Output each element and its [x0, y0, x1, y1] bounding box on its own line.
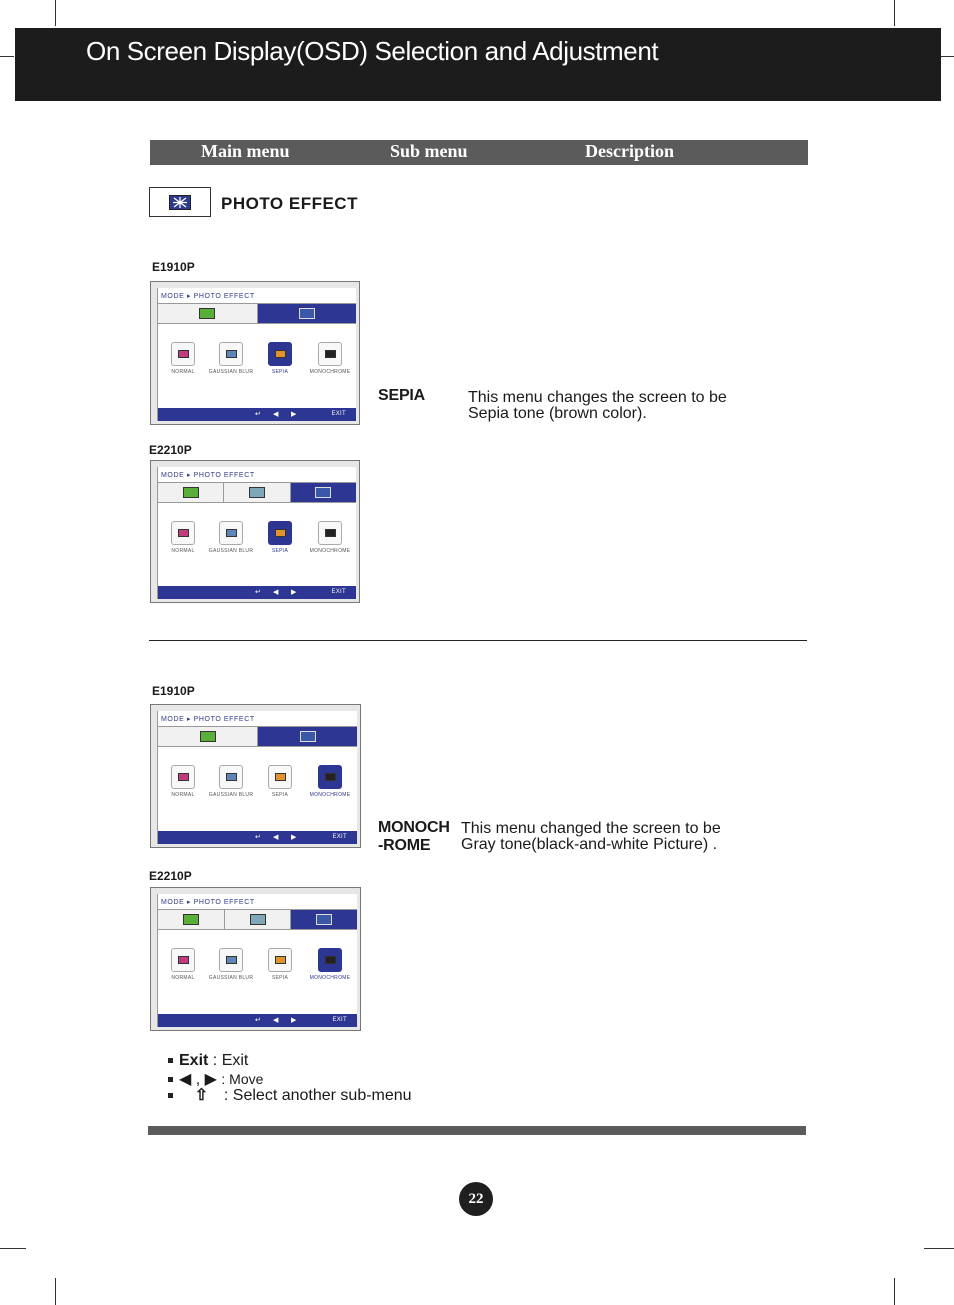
- picture-icon: [183, 914, 199, 925]
- osd-exit-label: EXIT: [331, 589, 346, 595]
- osd-tab: [225, 910, 292, 929]
- option-swatch-icon: [325, 529, 336, 537]
- column-main-menu: Main menu: [201, 141, 290, 161]
- option-label: NORMAL: [171, 792, 195, 798]
- osd-screenshot: [150, 281, 360, 425]
- option-swatch-icon: [275, 956, 286, 964]
- osd-tab: [291, 483, 356, 502]
- crop-mark: [924, 1248, 954, 1249]
- bullet-icon: [168, 1093, 173, 1098]
- main-menu-label: PHOTO EFFECT: [221, 194, 358, 213]
- model-label: E2210P: [149, 869, 192, 883]
- enter-icon: ⇧: [194, 1087, 209, 1104]
- photo-effect-icon: [169, 195, 191, 210]
- osd-footer: [158, 831, 357, 844]
- osd-breadcrumb: MODE ▸ PHOTO EFFECT: [161, 716, 255, 723]
- osd-breadcrumb: MODE ▸ PHOTO EFFECT: [161, 293, 255, 300]
- crop-mark: [55, 1278, 56, 1305]
- option-label: MONOCHROME: [309, 975, 351, 981]
- option-icon: [219, 948, 243, 972]
- option-icon: [318, 765, 342, 789]
- bottom-bar: [148, 1126, 806, 1135]
- osd-tab: [158, 727, 258, 746]
- enter-icon: ↵: [255, 411, 261, 418]
- option-label: MONOCHROME: [309, 369, 351, 375]
- main-menu-icon-box: [149, 187, 211, 217]
- option-icon: [268, 521, 292, 545]
- model-label: E1910P: [152, 684, 195, 698]
- osd-breadcrumb: MODE ▸ PHOTO EFFECT: [161, 899, 255, 906]
- option-icon: [171, 342, 195, 366]
- submenu-label: MONOCH -ROME: [378, 819, 450, 854]
- option-label: NORMAL: [171, 548, 195, 554]
- osd-option: [310, 765, 350, 798]
- option-icon: [171, 948, 195, 972]
- option-swatch-icon: [178, 350, 189, 358]
- osd-exit-label: EXIT: [332, 834, 347, 840]
- legend-exit: Exit : Exit: [168, 1052, 248, 1070]
- arrow-left-icon: ◀: [273, 589, 279, 596]
- option-icon: [219, 765, 243, 789]
- osd-tab: [158, 483, 224, 502]
- osd-footer: [158, 586, 356, 599]
- option-label: SEPIA: [271, 792, 289, 798]
- option-label: SEPIA: [271, 975, 289, 981]
- enter-icon: ↵: [255, 834, 261, 841]
- option-swatch-icon: [226, 773, 237, 781]
- option-icon: [219, 521, 243, 545]
- osd-footer: [158, 408, 356, 421]
- osd-option: [310, 521, 350, 554]
- legend-move: ◀ , ▶ : Move: [168, 1070, 263, 1089]
- submenu-label: SEPIA: [378, 387, 426, 404]
- osd-panel: [157, 467, 356, 599]
- arrow-left-icon: ◀: [273, 411, 279, 418]
- option-swatch-icon: [178, 773, 189, 781]
- page-title: On Screen Display(OSD) Selection and Adjustment: [86, 36, 659, 66]
- photo-effect-icon: [300, 731, 316, 742]
- option-icon: [268, 342, 292, 366]
- osd-tab: [258, 304, 357, 323]
- enter-icon: ↵: [255, 1017, 261, 1024]
- option-icon: [268, 765, 292, 789]
- osd-option: [310, 342, 350, 375]
- osd-option: [310, 948, 350, 981]
- option-label: GAUSSIAN BLUR: [208, 548, 254, 554]
- osd-tabs: [158, 482, 356, 503]
- arrow-left-icon: ◀: [273, 834, 279, 841]
- picture-icon: [200, 731, 216, 742]
- option-label: MONOCHROME: [309, 548, 351, 554]
- model-label: E2210P: [149, 443, 192, 457]
- crop-mark: [0, 1248, 26, 1249]
- option-swatch-icon: [275, 529, 286, 537]
- photo-effect-icon: [316, 914, 332, 925]
- osd-tab: [291, 910, 357, 929]
- osd-breadcrumb: MODE ▸ PHOTO EFFECT: [161, 472, 255, 479]
- osd-panel: [157, 894, 357, 1027]
- osd-tabs: [158, 303, 356, 324]
- osd-tabs: [158, 726, 357, 747]
- option-label: SEPIA: [271, 369, 289, 375]
- section-divider: [149, 640, 807, 641]
- option-icon: [171, 765, 195, 789]
- option-swatch-icon: [275, 350, 286, 358]
- option-swatch-icon: [226, 956, 237, 964]
- osd-tabs: [158, 909, 357, 930]
- option-icon: [318, 342, 342, 366]
- model-label: E1910P: [152, 260, 195, 274]
- osd-screenshot: [150, 460, 360, 603]
- description-text: This menu changed the screen to be Gray tone(black-and-white Picture) .: [461, 820, 721, 853]
- arrow-right-icon: ▶: [291, 589, 297, 596]
- bullet-icon: [168, 1077, 173, 1082]
- option-swatch-icon: [275, 773, 286, 781]
- option-label: GAUSSIAN BLUR: [208, 369, 254, 375]
- picture-icon: [199, 308, 215, 319]
- option-label: GAUSSIAN BLUR: [208, 792, 254, 798]
- osd-tab: [158, 304, 258, 323]
- film-icon: [250, 914, 266, 925]
- osd-screenshot: [150, 887, 361, 1031]
- option-swatch-icon: [325, 956, 336, 964]
- crop-mark: [894, 1278, 895, 1305]
- enter-icon: ↵: [255, 589, 261, 596]
- osd-tab: [224, 483, 290, 502]
- option-icon: [318, 948, 342, 972]
- film-icon: [249, 487, 265, 498]
- picture-icon: [183, 487, 199, 498]
- option-icon: [268, 948, 292, 972]
- column-header: [150, 140, 808, 165]
- option-swatch-icon: [178, 529, 189, 537]
- photo-effect-icon: [315, 487, 331, 498]
- osd-exit-label: EXIT: [332, 1017, 347, 1023]
- option-icon: [219, 342, 243, 366]
- legend-select: ⇧ : Select another sub-menu: [168, 1087, 412, 1105]
- description-text: This menu changes the screen to be Sepia tone (brown color).: [468, 389, 727, 422]
- crop-mark: [940, 56, 954, 57]
- osd-panel: [157, 288, 356, 421]
- osd-tab: [158, 910, 225, 929]
- option-swatch-icon: [226, 350, 237, 358]
- option-label: NORMAL: [171, 975, 195, 981]
- osd-tab: [258, 727, 357, 746]
- arrow-left-icon: ◀: [273, 1017, 279, 1024]
- bullet-icon: [168, 1058, 173, 1063]
- osd-footer: [158, 1014, 357, 1027]
- option-swatch-icon: [226, 529, 237, 537]
- page-number: 22: [459, 1182, 493, 1216]
- option-icon: [318, 521, 342, 545]
- option-swatch-icon: [178, 956, 189, 964]
- option-icon: [171, 521, 195, 545]
- crop-mark: [894, 0, 895, 26]
- osd-panel: [157, 711, 357, 844]
- photo-effect-icon: [299, 308, 315, 319]
- crop-mark: [55, 0, 56, 26]
- arrow-right-icon: ▶: [291, 834, 297, 841]
- osd-screenshot: [150, 704, 361, 848]
- arrow-left-right-icon: ◀ , ▶: [179, 1071, 217, 1088]
- column-sub-menu: Sub menu: [390, 141, 468, 161]
- osd-exit-label: EXIT: [331, 411, 346, 417]
- column-description: Description: [585, 141, 674, 161]
- option-label: NORMAL: [171, 369, 195, 375]
- crop-mark: [0, 56, 14, 57]
- option-label: GAUSSIAN BLUR: [208, 975, 254, 981]
- arrow-right-icon: ▶: [291, 1017, 297, 1024]
- option-swatch-icon: [325, 773, 336, 781]
- option-label: SEPIA: [271, 548, 289, 554]
- option-swatch-icon: [325, 350, 336, 358]
- option-label: MONOCHROME: [309, 792, 351, 798]
- arrow-right-icon: ▶: [291, 411, 297, 418]
